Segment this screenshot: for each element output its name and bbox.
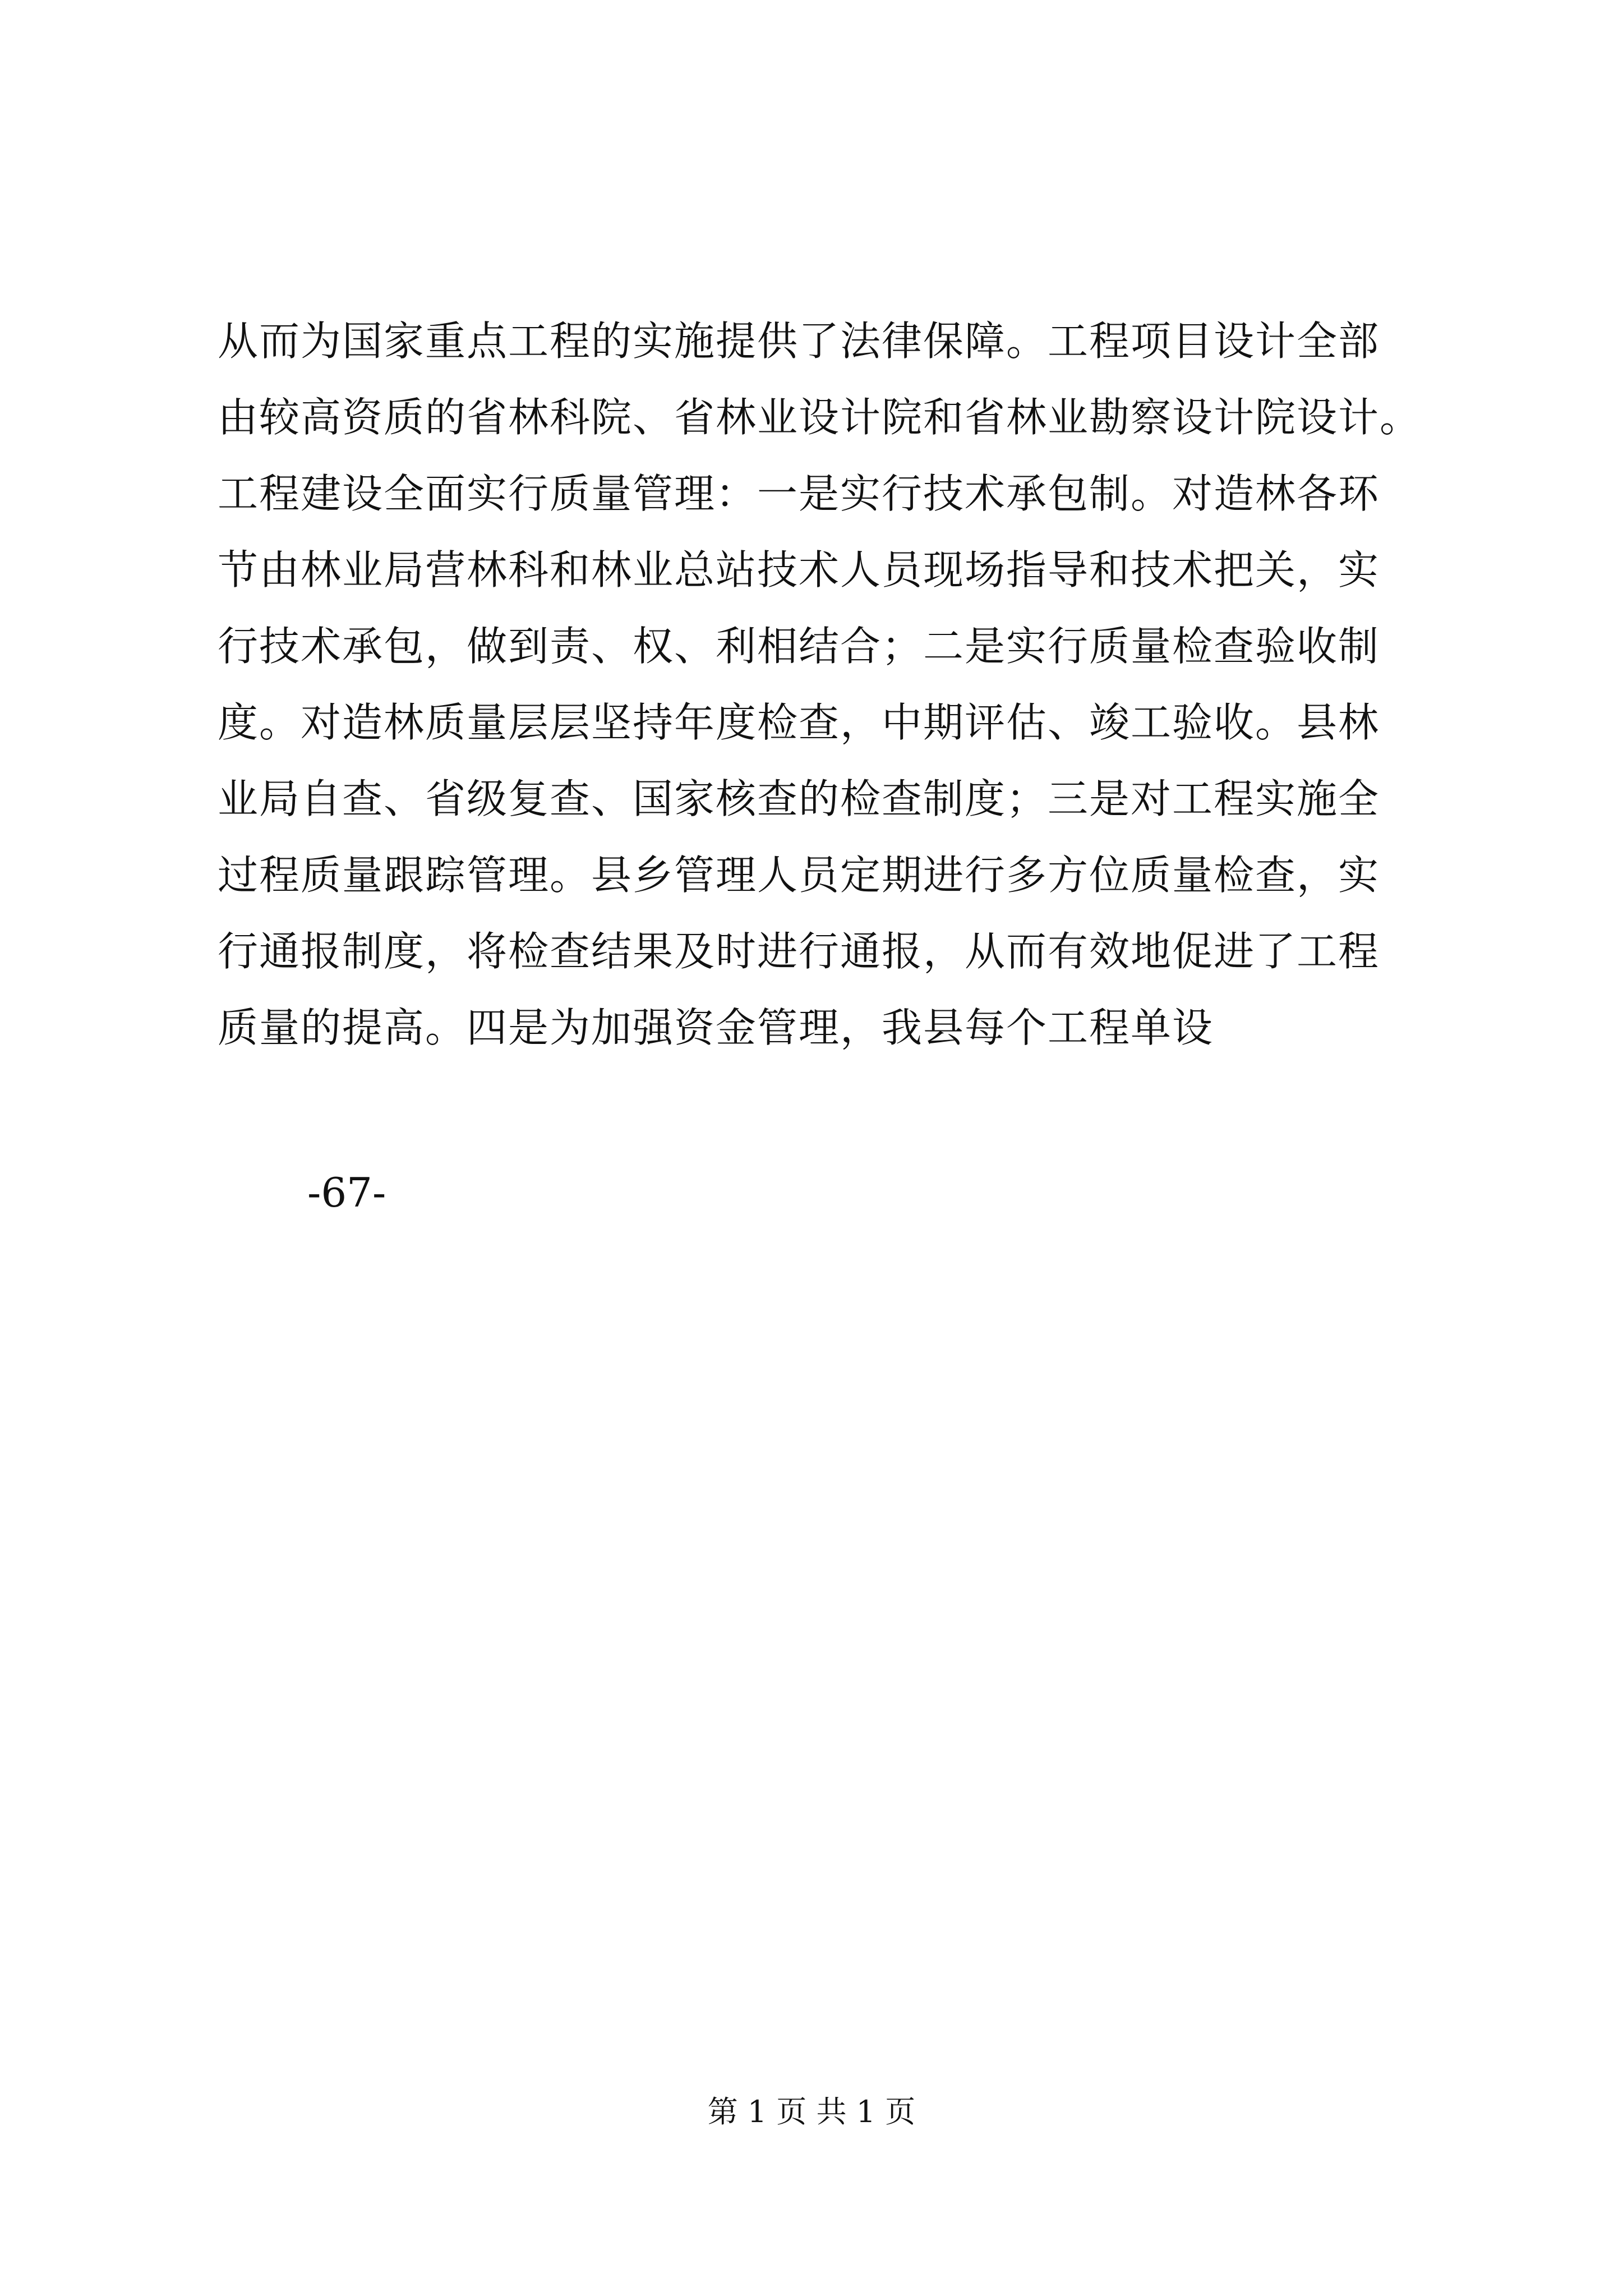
text-line-1: 从而为国家重点工程的实施提供了法律保障。工程项目设计全部 bbox=[218, 318, 1380, 365]
inline-page-number: -67- bbox=[307, 1169, 386, 1216]
text-line-2: 由较高资质的省林科院、省林业设计院和省林业勘察设计院设计。 bbox=[218, 394, 1422, 441]
text-line-4: 节由林业局营林科和林业总站技术人员现场指导和技术把关，实 bbox=[218, 546, 1380, 593]
text-line-7: 业局自查、省级复查、国家核查的检查制度；三是对工程实施全 bbox=[218, 775, 1380, 822]
text-line-6: 度。对造林质量层层坚持年度检查，中期评估、竣工验收。县林 bbox=[218, 699, 1380, 746]
text-line-10: 质量的提高。四是为加强资金管理，我县每个工程单设 bbox=[218, 1004, 1214, 1051]
text-line-9: 行通报制度，将检查结果及时进行通报，从而有效地促进了工程 bbox=[218, 928, 1380, 975]
text-line-5: 行技术承包，做到责、权、利相结合；二是实行质量检查验收制 bbox=[218, 623, 1380, 670]
text-line-3: 工程建设全面实行质量管理：一是实行技术承包制。对造林各环 bbox=[218, 470, 1380, 517]
page-footer: 第 1 页 共 1 页 bbox=[707, 2094, 916, 2129]
body-paragraph bbox=[218, 303, 1496, 1066]
text-line-8: 过程质量跟踪管理。县乡管理人员定期进行多方位质量检查，实 bbox=[218, 852, 1380, 899]
